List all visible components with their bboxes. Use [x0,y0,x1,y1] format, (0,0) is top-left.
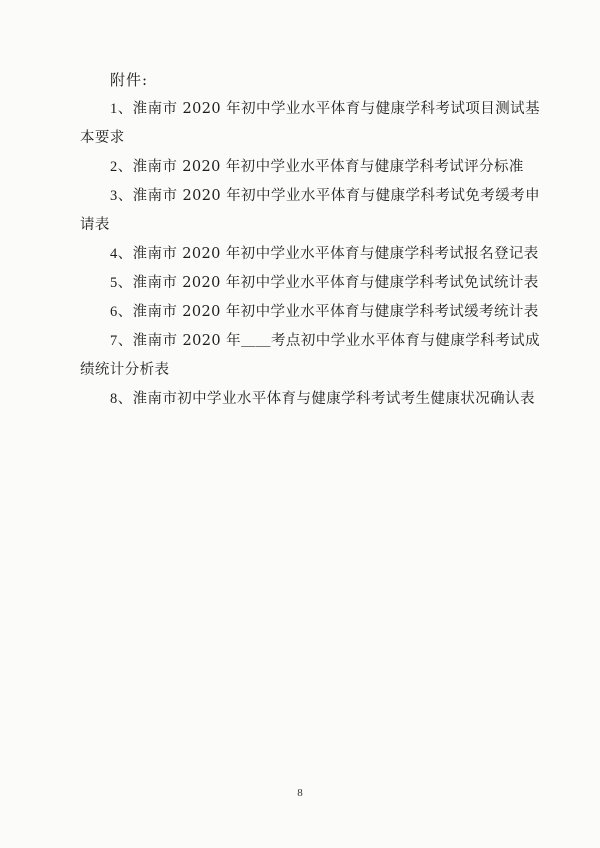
attachment-item [80,327,540,385]
item-number: 6、 [110,304,133,320]
attachment-item [80,182,540,240]
attachment-item [80,385,540,414]
item-number: 5、 [110,275,133,291]
item-number: 7、 [110,333,133,349]
attachment-item [80,240,540,269]
item-text: 淮南市 2020 年初中学业水平体育与健康学科考试报名登记表 [132,246,539,262]
attachment-item [80,298,540,327]
attachment-heading: 附件: [110,71,149,89]
item-number: 2、 [110,159,133,175]
item-text: 淮南市 2020 年初中学业水平体育与健康学科考试免试统计表 [132,275,539,291]
item-text: 淮南市 2020 年初中学业水平体育与健康学科考试缓考统计表 [132,304,539,320]
item-number: 8、 [110,391,133,407]
item-number: 3、 [110,188,133,204]
item-text: 淮南市 2020 年＿＿考点初中学业水平体育与健康学科考试成绩统计分析表 [80,333,540,378]
item-number: 1、 [110,101,133,117]
attachment-item [80,269,540,298]
item-text: 淮南市 2020 年初中学业水平体育与健康学科考试评分标准 [132,159,524,175]
attachment-item [80,95,540,153]
item-number: 4、 [110,246,133,262]
item-text: 淮南市初中学业水平体育与健康学科考试考生健康状况确认表 [132,391,535,407]
item-text: 淮南市 2020 年初中学业水平体育与健康学科考试项目测试基本要求 [80,101,540,146]
attachment-list [80,95,540,414]
page-number: 8 [297,787,303,799]
item-text: 淮南市 2020 年初中学业水平体育与健康学科考试免考缓考申请表 [80,188,540,233]
attachment-item [80,153,540,182]
